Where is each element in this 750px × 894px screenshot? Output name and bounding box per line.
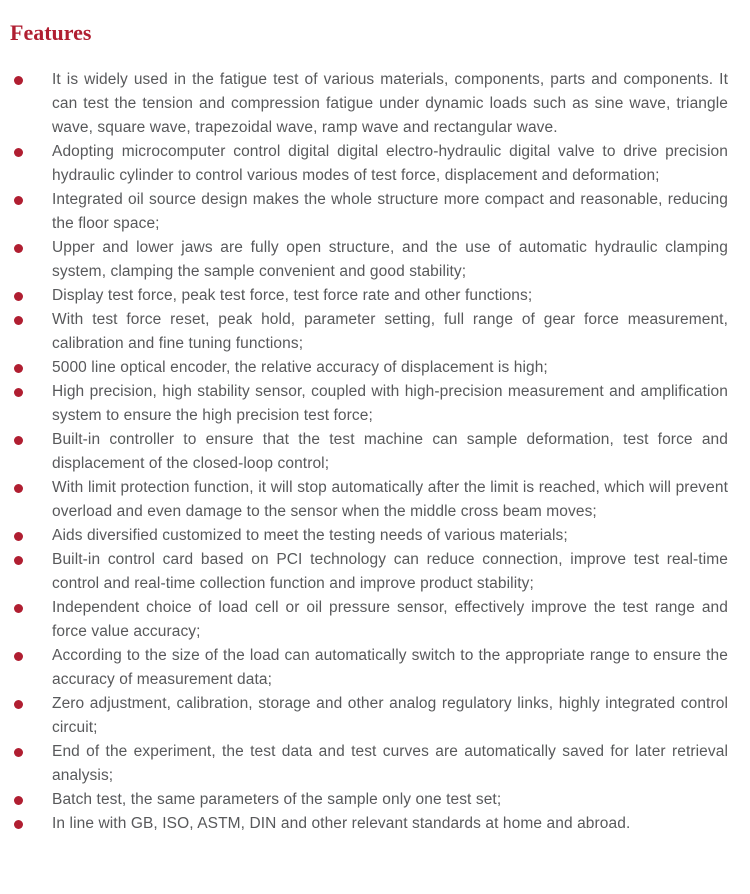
list-item (0, 476, 750, 524)
list-item (0, 308, 750, 356)
feature-text: Adopting microcomputer control digital digital electro-hydraulic digital valve to drive precision hydraulic cylinder to control various modes of test force, displacement and deformation; (52, 143, 728, 184)
feature-text: With test force reset, peak hold, parameter setting, full range of gear force measurement, calibration and fine tuning functions; (52, 311, 728, 352)
list-item (0, 524, 750, 548)
bullet-icon (14, 556, 23, 565)
bullet-icon (14, 148, 23, 157)
feature-text: In line with GB, ISO, ASTM, DIN and other relevant standards at home and abroad. (52, 815, 631, 832)
list-item (0, 812, 750, 836)
bullet-icon (14, 76, 23, 85)
list-item (0, 644, 750, 692)
list-item (0, 68, 750, 140)
bullet-icon (14, 748, 23, 757)
feature-text: Independent choice of load cell or oil pressure sensor, effectively improve the test range and force value accuracy; (52, 599, 728, 640)
feature-text: Zero adjustment, calibration, storage and other analog regulatory links, highly integrated control circuit; (52, 695, 728, 736)
list-item (0, 596, 750, 644)
bullet-icon (14, 484, 23, 493)
feature-text: According to the size of the load can automatically switch to the appropriate range to ensure the accuracy of measurement data; (52, 647, 728, 688)
bullet-icon (14, 436, 23, 445)
feature-text: Aids diversified customized to meet the testing needs of various materials; (52, 527, 568, 544)
features-list (0, 68, 750, 836)
feature-text: High precision, high stability sensor, coupled with high-precision measurement and amplification system to ensure the high precision test force; (52, 383, 728, 424)
list-item (0, 140, 750, 188)
bullet-icon (14, 796, 23, 805)
list-item (0, 740, 750, 788)
list-item (0, 548, 750, 596)
bullet-icon (14, 292, 23, 301)
list-item (0, 380, 750, 428)
feature-text: Built-in controller to ensure that the test machine can sample deformation, test force and displacement of the closed-loop control; (52, 431, 728, 472)
bullet-icon (14, 604, 23, 613)
list-item (0, 788, 750, 812)
feature-text: 5000 line optical encoder, the relative accuracy of displacement is high; (52, 359, 548, 376)
list-item (0, 356, 750, 380)
feature-text: Upper and lower jaws are fully open structure, and the use of automatic hydraulic clamping system, clamping the sample convenient and good stability; (52, 239, 728, 280)
bullet-icon (14, 388, 23, 397)
bullet-icon (14, 196, 23, 205)
feature-text: Integrated oil source design makes the whole structure more compact and reasonable, reducing the floor space; (52, 191, 728, 232)
bullet-icon (14, 532, 23, 541)
bullet-icon (14, 364, 23, 373)
feature-text: It is widely used in the fatigue test of various materials, components, parts and components. It can test the tension and compression fatigue under dynamic loads such as sine wave, triangle wave, square wave, trapezoidal wave, ramp wave and rectangular wave. (52, 71, 728, 136)
feature-text: Display test force, peak test force, test force rate and other functions; (52, 287, 533, 304)
feature-text: Batch test, the same parameters of the sample only one test set; (52, 791, 502, 808)
list-item (0, 284, 750, 308)
feature-text: With limit protection function, it will stop automatically after the limit is reached, which will prevent overload and even damage to the sensor when the middle cross beam moves; (52, 479, 728, 520)
page-title: Features (10, 20, 92, 45)
list-item (0, 188, 750, 236)
bullet-icon (14, 316, 23, 325)
feature-text: Built-in control card based on PCI technology can reduce connection, improve test real-time control and real-time collection function and improve product stability; (52, 551, 728, 592)
bullet-icon (14, 700, 23, 709)
bullet-icon (14, 820, 23, 829)
list-item (0, 236, 750, 284)
bullet-icon (14, 652, 23, 661)
list-item (0, 428, 750, 476)
list-item (0, 692, 750, 740)
feature-text: End of the experiment, the test data and test curves are automatically saved for later retrieval analysis; (52, 743, 728, 784)
bullet-icon (14, 244, 23, 253)
